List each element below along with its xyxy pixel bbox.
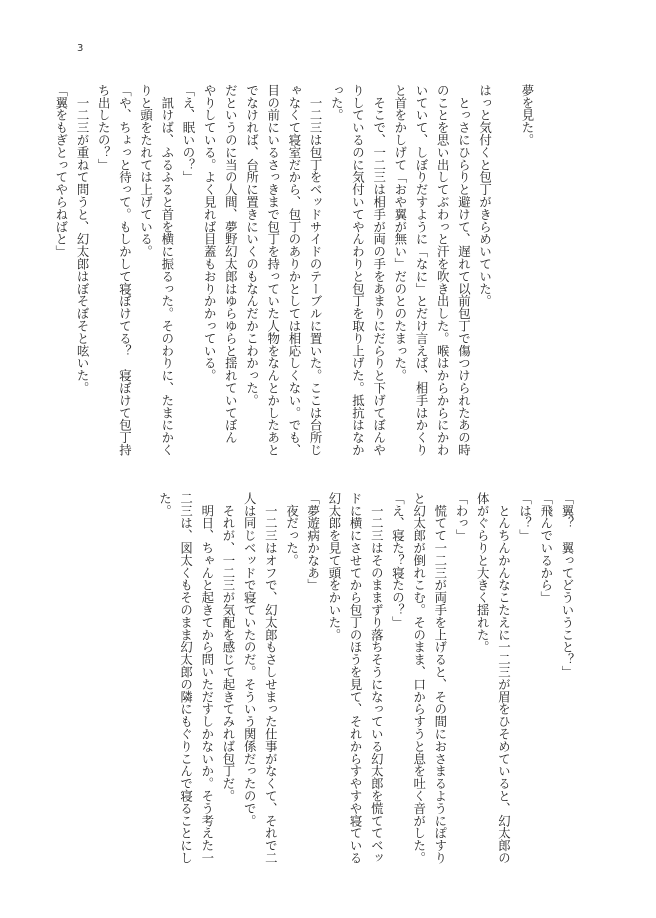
text-line: 「や、ちょっと待って。もしかして寝ぼけてる？ 寝ぼけて包丁持: [117, 84, 133, 456]
text-line: とんちんかんなこたえに一二三が眉をひそめていると、幻太郎の: [496, 492, 512, 864]
text-line: やりしている。よく見れば目蓋もおりかかっている。: [202, 84, 218, 382]
text-line: 体がぐらりと大きく揺れた。: [475, 492, 491, 654]
text-line: 人は同じベッドで寝ていたのだ。そういう関係だったので。: [242, 492, 258, 827]
text-line: った。: [329, 84, 345, 122]
text-line: 「夢遊病かなあ」: [305, 492, 321, 592]
text-line: ち出したの？」: [96, 84, 112, 171]
text-line: 二三は、図太くもそのまま幻太郎の隣にもぐりこんで寝ることにし: [178, 492, 194, 864]
text-line: 慌てて一二三が両手を上げると、その間におさまるようにぽすり: [432, 492, 448, 864]
text-line: それが、一二三が気配を感じて起きてみれば包丁だ。: [221, 492, 236, 802]
text-line: 夢を見た。: [520, 84, 535, 146]
text-line: [496, 84, 517, 464]
text-line: 訊けば、ふるふると首を横に振るった。そのわりに、たまにかく: [159, 84, 175, 456]
text-line: 目の前にいるさっきまで包丁を持っていた人物をなんとかしたあと: [265, 84, 281, 456]
text-line: 「わっ」: [454, 492, 470, 542]
text-line: そこで、一二三は相手が両の手をあまりにだらりと下げてぼんや: [371, 84, 387, 456]
text-line: 一二三が重ねて問うと、幻太郎はぼそぼそと呟いた。: [75, 84, 91, 394]
lower-text-block: [154, 492, 578, 872]
text-line: とっさにひらりと避けて、遅れて以前包丁で傷つけられたあの時: [456, 84, 472, 456]
text-line: 夜だった。: [284, 492, 300, 567]
page-number: 3: [77, 43, 84, 54]
text-line: りと頭をたれては上げている。: [138, 84, 154, 258]
text-line: のことを思い出してぶわっと汗を吹き出した。喉はからからにかわ: [435, 84, 451, 456]
upper-text-block: [51, 84, 538, 464]
text-line: 「え、眠いの？」: [181, 84, 196, 184]
text-line: ドに横にさせてから包丁のほうを見て、それからすやすや寝ている: [348, 492, 364, 864]
text-line: りしているのに気付いてやんわりと包丁を取り上げた。抵抗はなか: [350, 84, 366, 456]
text-line: 一二三はそのままずり落ちそうになっている幻太郎を慌ててベッ: [369, 492, 385, 864]
text-line: 「え、寝た？寝たの？」: [390, 492, 406, 629]
text-line: た。: [157, 492, 173, 517]
text-line: 「は？」: [517, 492, 533, 542]
text-line: 一二三は包丁をベッドサイドのテーブルに置いた。ここは台所じ: [308, 84, 324, 456]
text-line: 一二三はオフで、幻太郎もさしせまった仕事がなくて、それで二: [263, 492, 279, 864]
text-line: 「翼？ 翼ってどういうこと？」: [560, 492, 575, 678]
text-line: 幻太郎を見て頭をかいた。: [326, 492, 342, 641]
text-line: だというのに当の人間、夢野幻太郎はゆらゆらと揺れていてぼん: [223, 84, 239, 444]
text-line: いていて、しぼりだすように「なに」とだけ言えば、相手はかくり: [414, 84, 430, 456]
text-line: 明日、ちゃんと起きてから問いただすしかないか。そう考えた一: [199, 492, 215, 864]
text-line: と首をかしげて「おや翼が無い」だのとのたまった。: [392, 84, 408, 382]
text-line: ゃなくて寝室だから、包丁のありかとしては相応しくない。でも、: [286, 84, 302, 456]
text-line: 「飛んでいるから」: [538, 492, 554, 604]
text-line: でなければ、台所に置きにいくのもなんだかこわかった。: [244, 84, 260, 407]
text-line: はっと気付くと包丁がきらめいていた。: [477, 84, 493, 308]
text-line: 「翼をもぎとってやらねばと」: [53, 84, 69, 258]
text-line: と幻太郎が倒れこむ。そのまま、口からすうと息を吐く音がした。: [411, 492, 427, 864]
